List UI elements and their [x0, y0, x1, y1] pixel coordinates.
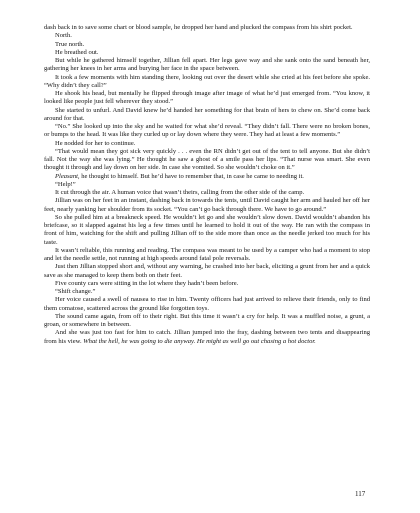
paragraph-3: True north. [55, 40, 85, 48]
paragraph-22: The sound came again, from off to their right. But this time it wasn’t a cry for help. It was a muffled noise, a grunt, a groan, or somewhere in between. [44, 312, 370, 328]
book-page-text [44, 24, 370, 346]
paragraph-10: He nodded for her to continue. [55, 139, 136, 147]
paragraph-7: He shook his head, but mentally he flipped through image after image of what he’d just emerged from. “You know, it looked like people just fell wherever they stood.” [44, 90, 370, 106]
italic-closing-thought: What the hell, he was going to die anyway. He might as well go out chasing a hot doctor. [83, 337, 316, 345]
paragraph-17: It wasn’t reliable, this running and reading. The compass was meant to be used by a camper who had a moment to stop and let the needle settle, not running at high speeds around fatal pole reversals. [44, 246, 370, 262]
paragraph-16: So she pulled him at a breakneck speed. He wouldn’t let go and she wouldn’t slow down. David wouldn’t abandon his briefcase, so it slapped against his leg a few times until he learned to hold it out of the way. He ran with the compass in front of him, watching for the shift and pulling Jillian off to the side more than once as the needle jerked too much for his taste. [44, 213, 370, 246]
paragraph-18: Just then Jillian stopped short and, without any warning, he crashed into her back, eliciting a grunt from her and a quick save as she managed to keep them both on their feet. [44, 263, 370, 279]
paragraph-20: “Shift change.” [55, 288, 96, 295]
italic-phrase: Pleasant, [55, 172, 80, 180]
paragraph-12-text: he thought to himself. But he’d have to remember that, in case he came to needing it. [79, 172, 304, 180]
paragraph-12 [44, 173, 370, 181]
paragraph-13: “Help!” [55, 180, 76, 188]
paragraph-23 [44, 329, 370, 346]
paragraph-8: She started to unfurl. And David knew he’d handed her something for that brain of hers to chew on. She’d come back around for that. [44, 106, 370, 122]
paragraph-1: dash back in to save some chart or blood sample, he dropped her hand and plucked the compass from his shirt pocket. [44, 24, 353, 31]
paragraph-9: “No.” She looked up into the sky and he waited for what she’d reveal. “They didn’t fall. There were no broken bones, or bumps to the head. It was like they curled up or lay down where they were. They had at least a few moments.” [44, 123, 370, 139]
paragraph-4: He breathed out. [55, 48, 99, 56]
paragraph-5: But while he gathered himself together, Jillian fell apart. Her legs gave way and she sank onto the sand beneath her, gathering her knees in her arms and burying her face in the space between. [44, 57, 370, 73]
page-number: 117 [355, 490, 366, 498]
paragraph-21: Her voice caused a swell of nausea to rise in him. Twenty officers had just arrived to relieve their friends, only to find them comatose, scattered across the ground like forgotten toys. [44, 296, 370, 312]
paragraph-23-text: And she was just too fast for him to catch. Jillian jumped into the fray, dashing between two tents and disappearing from his view. [44, 329, 370, 345]
paragraph-15: Jillian was on her feet in an instant, dashing back in towards the tents, until David caught her arm and hauled her off her feet, nearly yanking her shoulder from its socket. “You can’t go back through there. We have to go around.” [44, 197, 370, 213]
paragraph-11: “That would mean they got sick very quickly . . . even the RN didn’t get out of the tent to tell anyone. But she didn’t fall. Not the way she was lying.” He thought he saw a ghost of a smile pass her lips. “That nurse was smart. She even thought it through and lay down on her side. In case she vomited. So she wouldn’t choke on it.” [44, 147, 370, 172]
paragraph-19: Five county cars were sitting in the lot where they hadn’t been before. [55, 279, 239, 287]
paragraph-2: North. [55, 32, 72, 40]
paragraph-14: It cut through the air. A human voice that wasn’t theirs, calling from the other side of the camp. [55, 189, 305, 196]
paragraph-6: It took a few moments with him standing there, looking out over the desert while she cried at his feet before she spoke. “Why didn’t they call?” [44, 73, 370, 89]
